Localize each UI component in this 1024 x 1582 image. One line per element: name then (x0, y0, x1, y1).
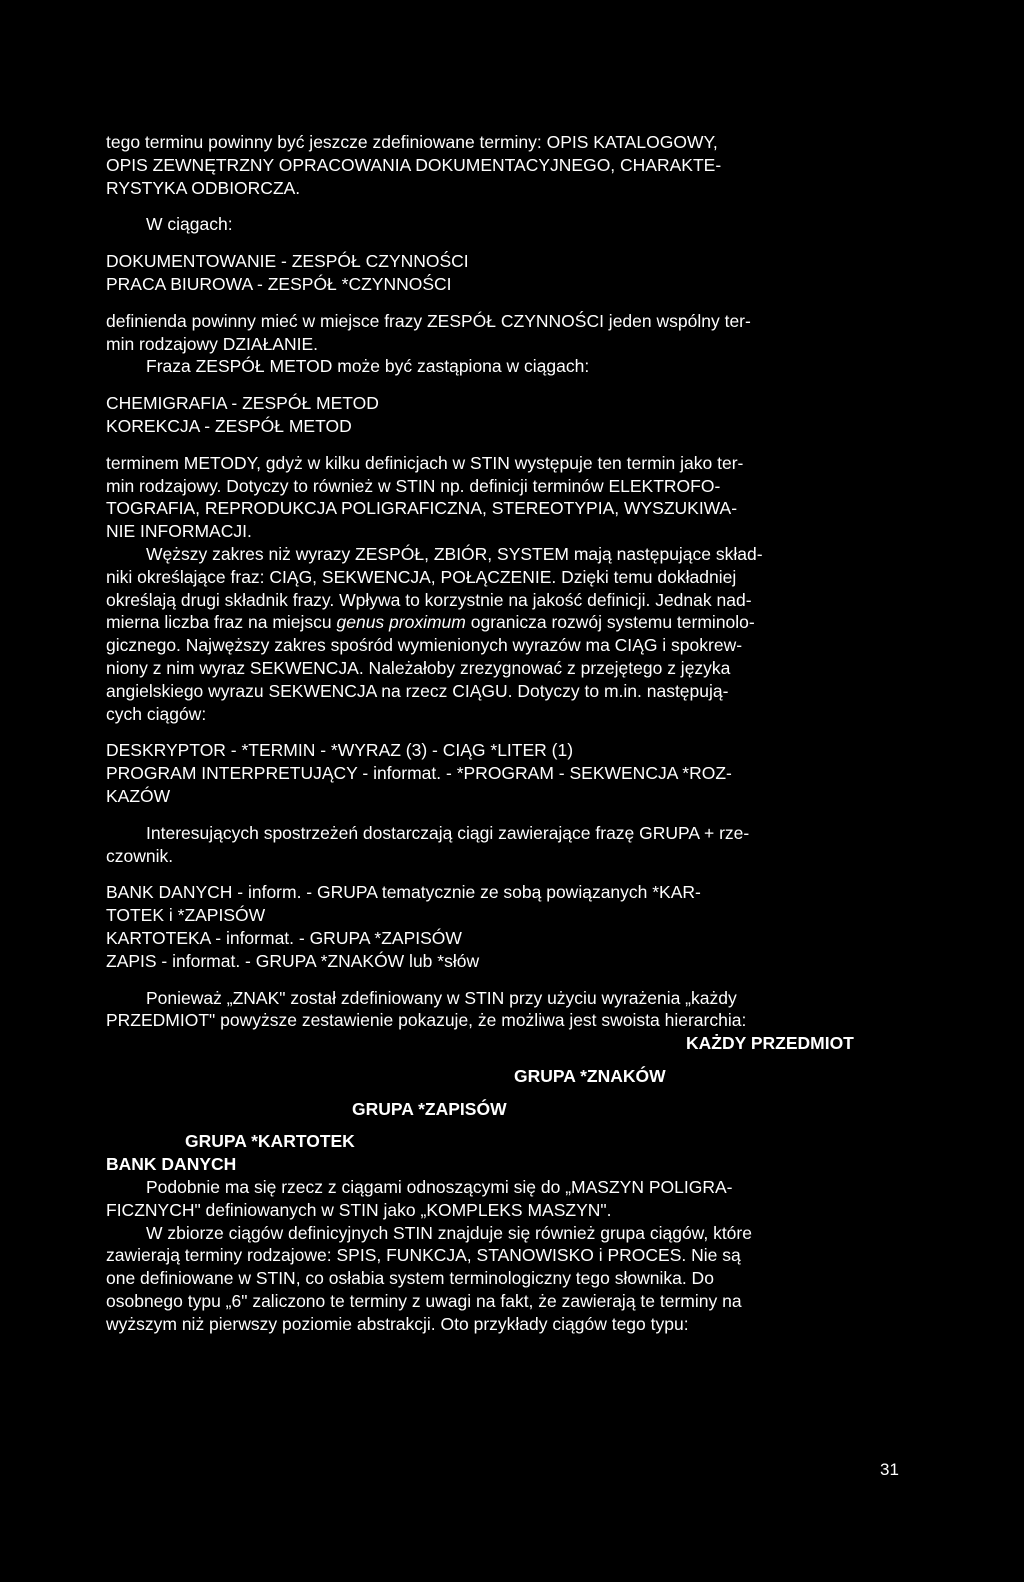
text-line: one definiowane w STIN, co osłabia system terminologiczny tego słownika. Do (106, 1268, 714, 1289)
text-line: FICZNYCH" definiowanych w STIN jako „KOMPLEKS MASZYN". (106, 1199, 612, 1220)
chain-line: ZAPIS - informat. - GRUPA *ZNAKÓW lub *słów (106, 950, 480, 971)
paragraph-indent: W ciągach: (146, 214, 233, 235)
hierarchy-level-3: GRUPA *ZAPISÓW (352, 1098, 507, 1119)
text-line: TOGRAFIA, REPRODUKCJA POLIGRAFICZNA, STEREOTYPIA, WYSZUKIWA- (106, 498, 738, 519)
text-line: terminem METODY, gdyż w kilku definicjach w STIN występuje ten termin jako ter- (106, 452, 744, 473)
paragraph-indent: W zbiorze ciągów definicyjnych STIN znajduje się również grupa ciągów, które (146, 1222, 752, 1243)
chain-line: DESKRYPTOR - *TERMIN - *WYRAZ (3) - CIĄG *LITER (1) (106, 740, 574, 761)
chain-line: BANK DANYCH - inform. - GRUPA tematycznie ze sobą powiązanych *KAR- (106, 882, 701, 903)
text-line: czownik. (106, 845, 174, 866)
chain-line: DOKUMENTOWANIE - ZESPÓŁ CZYNNOŚCI (106, 251, 469, 272)
latin-term: genus proximum (336, 612, 466, 633)
chain-line: KOREKCJA - ZESPÓŁ METOD (106, 415, 352, 436)
text-line: min rodzajowy DZIAŁANIE. (106, 333, 319, 354)
text-line: min rodzajowy. Dotyczy to również w STIN np. definicji terminów ELEKTROFO- (106, 475, 721, 496)
paragraph-indent: Ponieważ „ZNAK" został zdefiniowany w STIN przy użyciu wyrażenia „każdy (146, 987, 737, 1008)
text-fragment: ogranicza rozwój systemu terminolo- (465, 612, 755, 633)
text-line: cych ciągów: (106, 703, 207, 724)
text-line: angielskiego wyrazu SEKWENCJA na rzecz CIĄGU. Dotyczy to m.in. następują- (106, 680, 729, 701)
text-line: NIE INFORMACJI. (106, 521, 252, 542)
paragraph-indent: Fraza ZESPÓŁ METOD może być zastąpiona w ciągach: (146, 356, 590, 377)
text-line: zawierają terminy rodzajowe: SPIS, FUNKCJA, STANOWISKO i PROCES. Nie są (106, 1245, 741, 1266)
text-line: tego terminu powinny być jeszcze zdefiniowane terminy: OPIS KATALOGOWY, (106, 132, 718, 152)
chain-line: CHEMIGRAFIA - ZESPÓŁ METOD (106, 393, 379, 414)
chain-line: PROGRAM INTERPRETUJĄCY - informat. - *PROGRAM - SEKWENCJA *ROZ- (106, 763, 732, 784)
text-line: określają drugi składnik frazy. Wpływa to korzystnie na jakość definicji. Jednak nad- (106, 589, 752, 610)
chain-line: PRACA BIUROWA - ZESPÓŁ *CZYNNOŚCI (106, 273, 452, 294)
text-line: RYSTYKA ODBIORCZA. (106, 177, 301, 198)
page-body (106, 131, 906, 1336)
text-fragment: mierna liczba fraz na miejscu (106, 612, 337, 633)
paragraph-indent: Podobnie ma się rzecz z ciągami odnoszącymi się do „MASZYN POLIGRA- (146, 1177, 733, 1198)
hierarchy-level-5: BANK DANYCH (106, 1154, 237, 1175)
hierarchy-level-4: GRUPA *KARTOTEK (185, 1131, 355, 1152)
hierarchy-level-2: GRUPA *ZNAKÓW (514, 1065, 666, 1086)
paragraph-indent: Węższy zakres niż wyrazy ZESPÓŁ, ZBIÓR, SYSTEM mają następujące skład- (146, 543, 763, 564)
text-line (106, 611, 906, 634)
text-line: niony z nim wyraz SEKWENCJA. Należałoby zrezygnować z przejętego z języka (106, 657, 731, 678)
text-line: niki określające fraz: CIĄG, SEKWENCJA, POŁĄCZENIE. Dzięki temu dokładniej (106, 566, 737, 587)
chain-line: TOTEK i *ZAPISÓW (106, 905, 266, 926)
hierarchy-level-1: KAŻDY PRZEDMIOT (686, 1033, 854, 1054)
paragraph-indent: Interesujących spostrzeżeń dostarczają ciągi zawierające frazę GRUPA + rze- (146, 822, 750, 843)
text-line: OPIS ZEWNĘTRZNY OPRACOWANIA DOKUMENTACYJNEGO, CHARAKTE- (106, 154, 722, 175)
text-line: PRZEDMIOT" powyższe zestawienie pokazuje, że możliwa jest swoista hierarchia: (106, 1010, 747, 1031)
text-line: wyższym niż pierwszy poziomie abstrakcji. Oto przykłady ciągów tego typu: (106, 1313, 689, 1334)
chain-line: KAZÓW (106, 785, 171, 806)
text-line: gicznego. Najwęższy zakres spośród wymienionych wyrazów ma CIĄG i spokrew- (106, 635, 743, 656)
chain-line: KARTOTEKA - informat. - GRUPA *ZAPISÓW (106, 927, 462, 948)
page-number: 31 (880, 1460, 899, 1479)
text-line: definienda powinny mieć w miejsce frazy ZESPÓŁ CZYNNOŚCI jeden wspólny ter- (106, 310, 751, 331)
text-line: osobnego typu „6" zaliczono te terminy z uwagi na fakt, że zawierają te terminy na (106, 1291, 742, 1312)
